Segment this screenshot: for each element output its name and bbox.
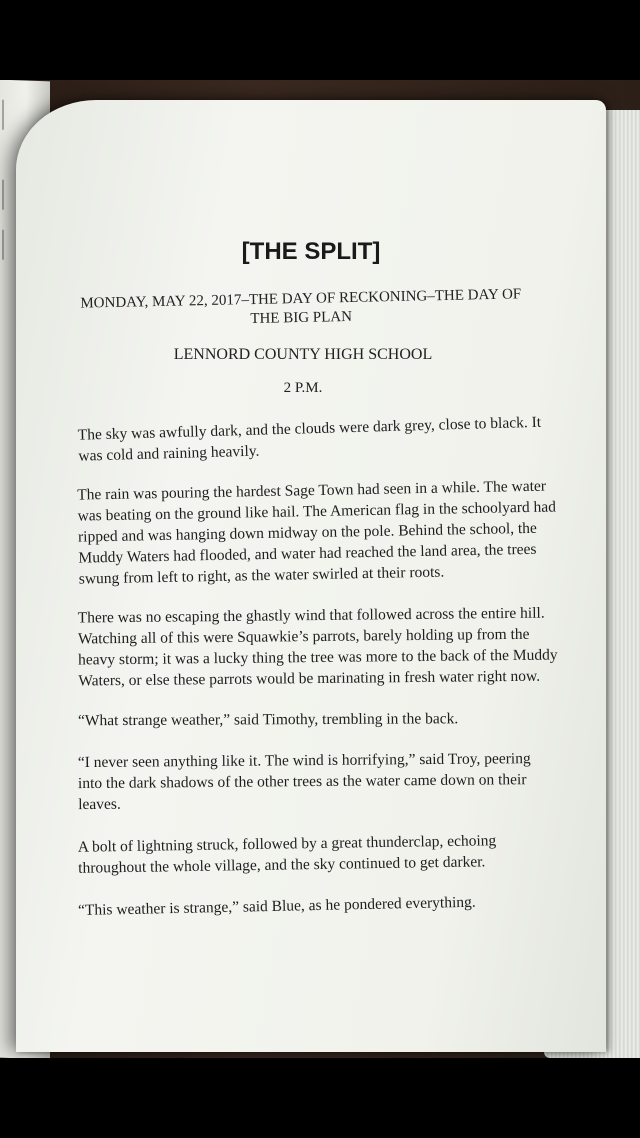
chapter-time: 2 P.M. [283, 380, 323, 396]
paragraph: “What strange weather,” said Timothy, trembling in the back. [77, 710, 459, 730]
paragraph: The sky was awfully dark, and the clouds were dark grey, close to black. It was cold and raining heavily. [77, 413, 542, 465]
body-text [77, 413, 558, 936]
handwriting-mark [2, 100, 18, 131]
paragraph: The rain was pouring the hardest Sage Town had seen in a while. The water was beating on the ground like hail. The American flag in the schoolyard had ripped and was hanging down midway on the pole. Behind the school, the Muddy Waters had flooded, and water had reached the land area, the trees swung from left to right, as the water swirled at their roots. [77, 477, 557, 588]
photo-scene [0, 80, 640, 1058]
chapter-title: [THE SPLIT] [241, 238, 381, 265]
chapter-subtitle: MONDAY, MAY 22, 2017–THE DAY OF RECKONING–THE DAY OF THE BIG PLAN [80, 286, 522, 328]
paragraph: “I never seen anything like it. The wind is horrifying,” said Troy, peering into the dark shadows of the other trees as the water came down on their leaves. [77, 750, 531, 814]
paragraph: There was no escaping the ghastly wind that followed across the entire hill. Watching all of this were Squawkie’s parrots, barely holding up from the heavy storm; it was a lucky thing the tree was more to the back of the Muddy Waters, or else these parrots would be marinating in fresh water right now. [77, 604, 558, 690]
paragraph: “This weather is strange,” said Blue, as he pondered everything. [77, 893, 476, 920]
book-page [16, 100, 606, 1052]
chapter-location: LENNORD COUNTY HIGH SCHOOL [173, 346, 433, 363]
paragraph: A bolt of lightning struck, followed by a great thunderclap, echoing throughout the whole village, and the sky continued to get darker. [77, 832, 497, 877]
